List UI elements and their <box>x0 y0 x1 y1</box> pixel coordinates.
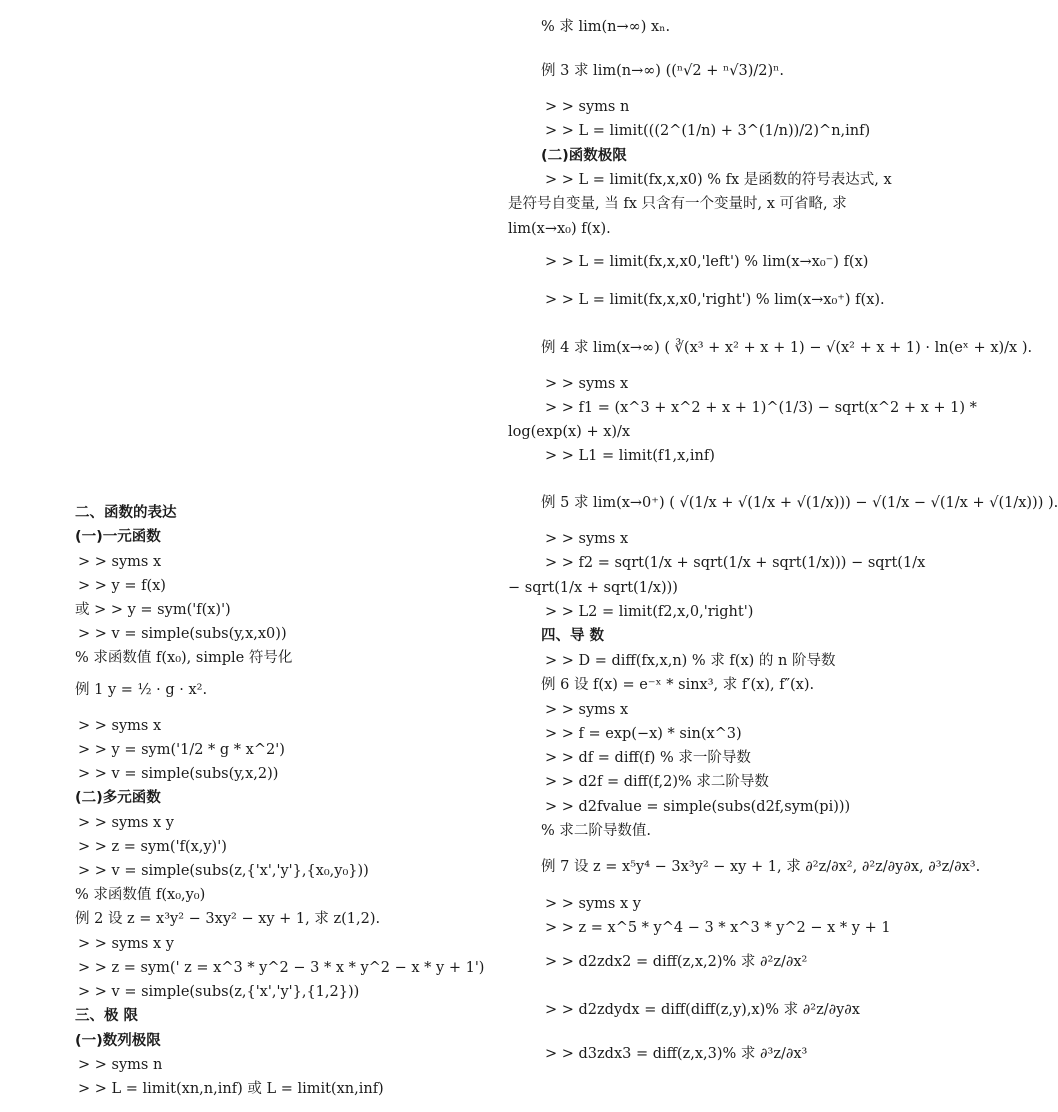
example-line: 例 3 求 lim(n→∞) ((ⁿ√2 + ⁿ√3)/2)ⁿ. <box>541 63 785 79</box>
code-line: > > syms n <box>545 99 630 115</box>
code-line: > > syms x <box>545 531 629 547</box>
code-line: > > L = limit(fx,x,x0,'right') % lim(x→x₀⁺) f(x). <box>545 292 885 308</box>
example-line: 例 7 设 z = x⁵y⁴ − 3x³y² − xy + 1, 求 ∂²z/∂x², ∂²z/∂y∂x, ∂³z/∂x³. <box>541 859 981 875</box>
code-line: > > syms x <box>78 554 162 570</box>
example-line: 例 5 求 lim(x→0⁺) ( √(1/x + √(1/x + √(1/x))) − √(1/x − √(1/x + √(1/x))) ). <box>541 495 1058 511</box>
code-line: > > v = simple(subs(y,x,x0)) <box>78 626 287 642</box>
subsection-title: (二)函数极限 <box>541 148 627 164</box>
code-line: > > d2f = diff(f,2)% 求二阶导数 <box>545 774 769 790</box>
code-line: > > d2zdydx = diff(diff(z,y),x)% 求 ∂²z/∂y∂x <box>545 1002 860 1018</box>
code-line: > > syms x y <box>78 936 174 952</box>
subsection-title: (一)一元函数 <box>75 529 161 545</box>
subsection-title: (一)数列极限 <box>75 1033 161 1049</box>
code-line: > > y = sym('1/2 * g * x^2') <box>78 742 285 758</box>
code-line: > > df = diff(f) % 求一阶导数 <box>545 750 751 766</box>
code-line: > > z = sym(' z = x^3 * y^2 − 3 * x * y^2 − x * y + 1') <box>78 960 485 976</box>
code-line: 或 > > y = sym('f(x)') <box>75 602 231 618</box>
code-line: > > z = x^5 * y^4 − 3 * x^3 * y^2 − x * y + 1 <box>545 920 891 936</box>
code-line: > > d2fvalue = simple(subs(d2f,sym(pi))) <box>545 799 851 815</box>
code-line: > > L2 = limit(f2,x,0,'right') <box>545 604 754 620</box>
comment-line: % 求 lim(n→∞) xₙ. <box>541 19 671 35</box>
subsection-title: (二)多元函数 <box>75 790 161 806</box>
code-line: > > D = diff(fx,x,n) % 求 f(x) 的 n 阶导数 <box>545 653 836 669</box>
code-line: > > L = limit(xn,n,inf) 或 L = limit(xn,inf) <box>78 1081 384 1097</box>
code-line: > > L = limit(fx,x,x0) % fx 是函数的符号表达式, x <box>545 172 892 188</box>
code-line: > > d2zdx2 = diff(z,x,2)% 求 ∂²z/∂x² <box>545 954 808 970</box>
code-line: > > syms x <box>78 718 162 734</box>
code-line: > > syms n <box>78 1057 163 1073</box>
paragraph-line: lim(x→x₀) f(x). <box>508 221 611 237</box>
code-line: > > d3zdx3 = diff(z,x,3)% 求 ∂³z/∂x³ <box>545 1046 808 1062</box>
code-line: − sqrt(1/x + sqrt(1/x))) <box>508 580 678 596</box>
section-title: 三、极 限 <box>75 1008 139 1024</box>
code-line: > > f1 = (x^3 + x^2 + x + 1)^(1/3) − sqrt(x^2 + x + 1) * <box>545 400 977 416</box>
code-line: log(exp(x) + x)/x <box>508 424 631 440</box>
code-line: > > f2 = sqrt(1/x + sqrt(1/x + sqrt(1/x))) − sqrt(1/x <box>545 555 926 571</box>
code-line: > > L1 = limit(f1,x,inf) <box>545 448 715 464</box>
code-line: > > syms x <box>545 376 629 392</box>
comment-line: % 求函数值 f(x₀,y₀) <box>75 887 206 903</box>
code-line: > > L = limit(fx,x,x0,'left') % lim(x→x₀⁻) f(x) <box>545 254 869 270</box>
code-line: > > v = simple(subs(z,{'x','y'},{x₀,y₀})) <box>78 863 369 879</box>
code-line: > > syms x y <box>78 815 174 831</box>
code-line: > > z = sym('f(x,y)') <box>78 839 227 855</box>
code-line: > > syms x <box>545 702 629 718</box>
section-title: 二、函数的表达 <box>75 505 177 521</box>
code-line: > > f = exp(−x) * sin(x^3) <box>545 726 742 742</box>
code-line: > > L = limit(((2^(1/n) + 3^(1/n))/2)^n,inf) <box>545 123 871 139</box>
comment-line: % 求二阶导数值. <box>541 823 651 839</box>
example-line: 例 2 设 z = x³y² − 3xy² − xy + 1, 求 z(1,2). <box>75 911 381 927</box>
code-line: > > syms x y <box>545 896 641 912</box>
code-line: > > y = f(x) <box>78 578 166 594</box>
comment-line: % 求函数值 f(x₀), simple 符号化 <box>75 650 293 666</box>
paragraph-line: 是符号自变量, 当 fx 只含有一个变量时, x 可省略, 求 <box>508 196 847 212</box>
code-line: > > v = simple(subs(y,x,2)) <box>78 766 279 782</box>
example-line: 例 4 求 lim(x→∞) ( ∛(x³ + x² + x + 1) − √(x² + x + 1) · ln(eˣ + x)/x ). <box>541 340 1033 356</box>
example-line: 例 6 设 f(x) = e⁻ˣ * sinx³, 求 f′(x), f″(x). <box>541 677 815 693</box>
example-line: 例 1 y = ½ · g · x². <box>75 682 208 698</box>
section-title: 四、导 数 <box>541 628 605 644</box>
code-line: > > v = simple(subs(z,{'x','y'},{1,2})) <box>78 984 360 1000</box>
